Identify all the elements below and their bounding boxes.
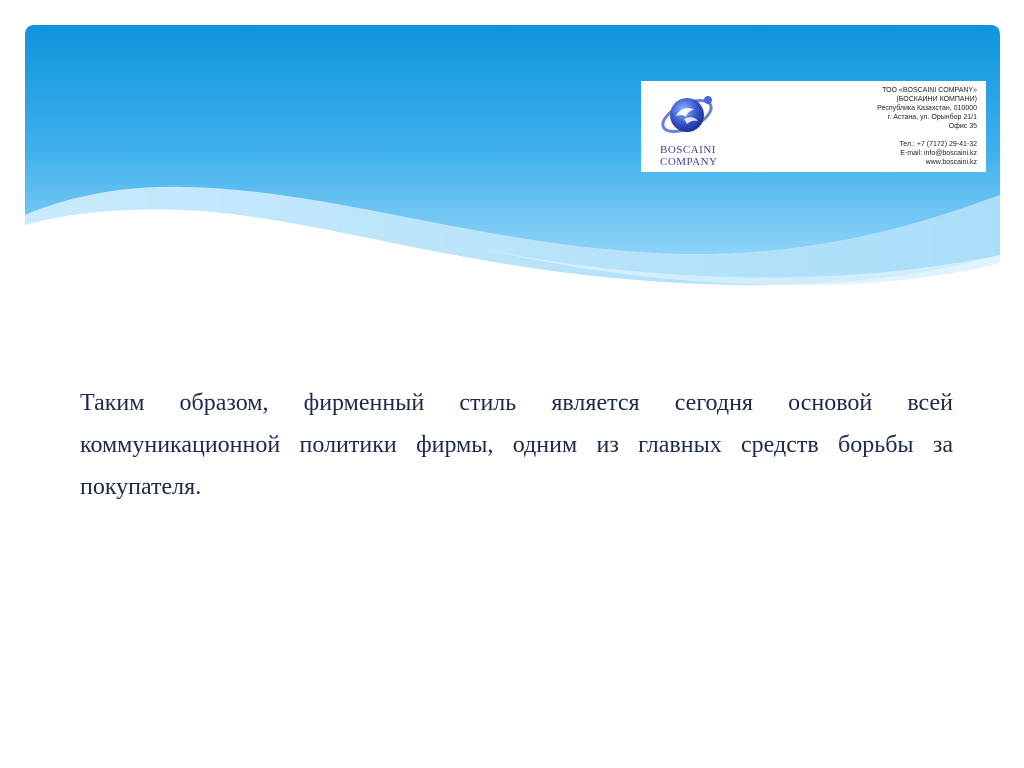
company-name-cyrillic: (БОСКАИНИ КОМПАНИ) (896, 96, 977, 103)
company-office: Офис 35 (948, 123, 977, 130)
company-website: www.boscaini.kz (925, 159, 977, 166)
company-address-block (877, 86, 977, 167)
company-logo (646, 86, 746, 170)
company-street: г. Астана, ул. Орынбор 21/1 (887, 114, 977, 121)
globe-logo-icon (654, 86, 724, 144)
company-country: Республика Казахстан, 010000 (877, 105, 977, 112)
company-email: E-mail: info@boscaini.kz (900, 150, 977, 157)
logo-text-line1: BOSCAINI (660, 144, 716, 156)
company-letterhead (641, 81, 986, 172)
slide-body-text: Таким образом, фирменный стиль является сегодня основой всей коммуникационной политики фирмы, одним из главных средств борьбы за покупателя. (80, 390, 953, 500)
company-name: ТОО «BOSCAINI COMPANY» (882, 87, 977, 94)
logo-text-line2: COMPANY (660, 156, 718, 168)
company-phone: Тел.: +7 (7172) 29-41-32 (899, 141, 977, 148)
